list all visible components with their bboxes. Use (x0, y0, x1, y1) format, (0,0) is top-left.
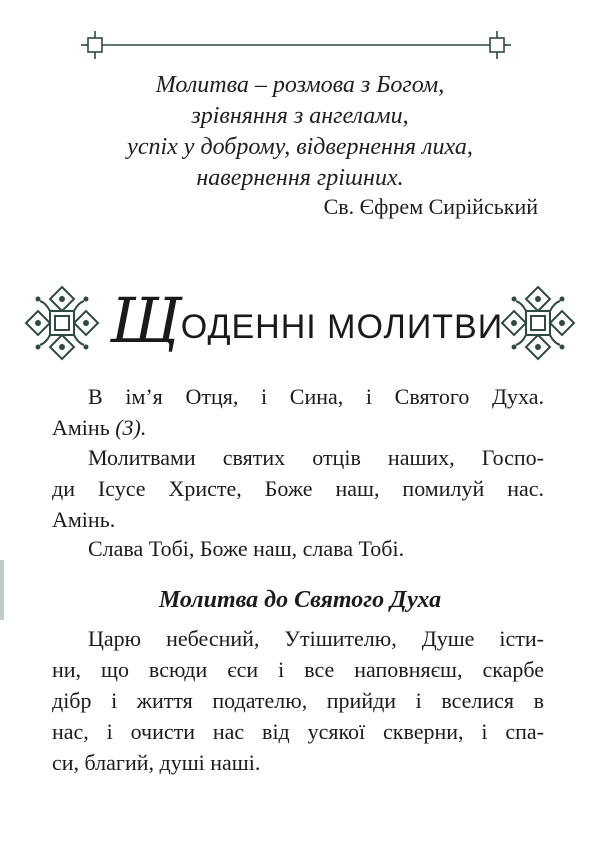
prayer-line: Царю небесний, Утішителю, Душе істи- (88, 626, 544, 651)
prayer-line: Амінь. (52, 507, 116, 532)
epigraph-line: зрівняння з ангелами, (191, 103, 409, 129)
ornament-right-icon (498, 283, 578, 363)
epigraph-line: успіх у доброму, відвернення лиха, (127, 134, 473, 160)
epigraph-line: навернення грішних. (196, 165, 404, 191)
page-title (110, 284, 504, 364)
prayer-line: ди Ісусе Христе, Боже наш, помилуй нас. (52, 476, 544, 501)
epigraph-line: Молитва – розмова з Богом, (155, 72, 445, 98)
prayer-line: си, благий, душі наші. (52, 750, 261, 775)
title-text: ОДЕННІ МОЛИТВИ (180, 308, 504, 346)
epigraph (0, 70, 600, 219)
section-title: Молитва до Святого Духа (158, 587, 442, 613)
epigraph-author: Св. Єфрем Сирійський (323, 194, 538, 219)
prayer-line: ни, що всюди єси і все наповняєш, скарбе (52, 657, 544, 682)
title-initial: Щ (110, 284, 181, 357)
prayer-line: Молитвами святих отців наших, Госпо- (88, 445, 544, 470)
amen-text: Амінь (52, 415, 116, 440)
prayer-glory (52, 533, 544, 564)
top-divider (76, 31, 516, 59)
prayer-line: нас, і очисти нас від усякої скверни, і спа- (52, 719, 544, 744)
prayer-holy-fathers (52, 442, 544, 535)
ornament-left-icon (22, 283, 102, 363)
prayer-holy-spirit (52, 623, 544, 778)
repeat-count: (3). (115, 415, 147, 440)
prayer-trinity (52, 381, 544, 443)
prayer-line: Слава Тобі, Боже наш, слава Тобі. (88, 536, 405, 561)
prayer-line: дібр і життя подателю, прийди і вселися в (52, 688, 544, 713)
prayer-line: В ім’я Отця, і Сина, і Святого Духа. (88, 384, 544, 409)
page-edge-mark (0, 560, 4, 620)
prayer-line (52, 412, 544, 443)
